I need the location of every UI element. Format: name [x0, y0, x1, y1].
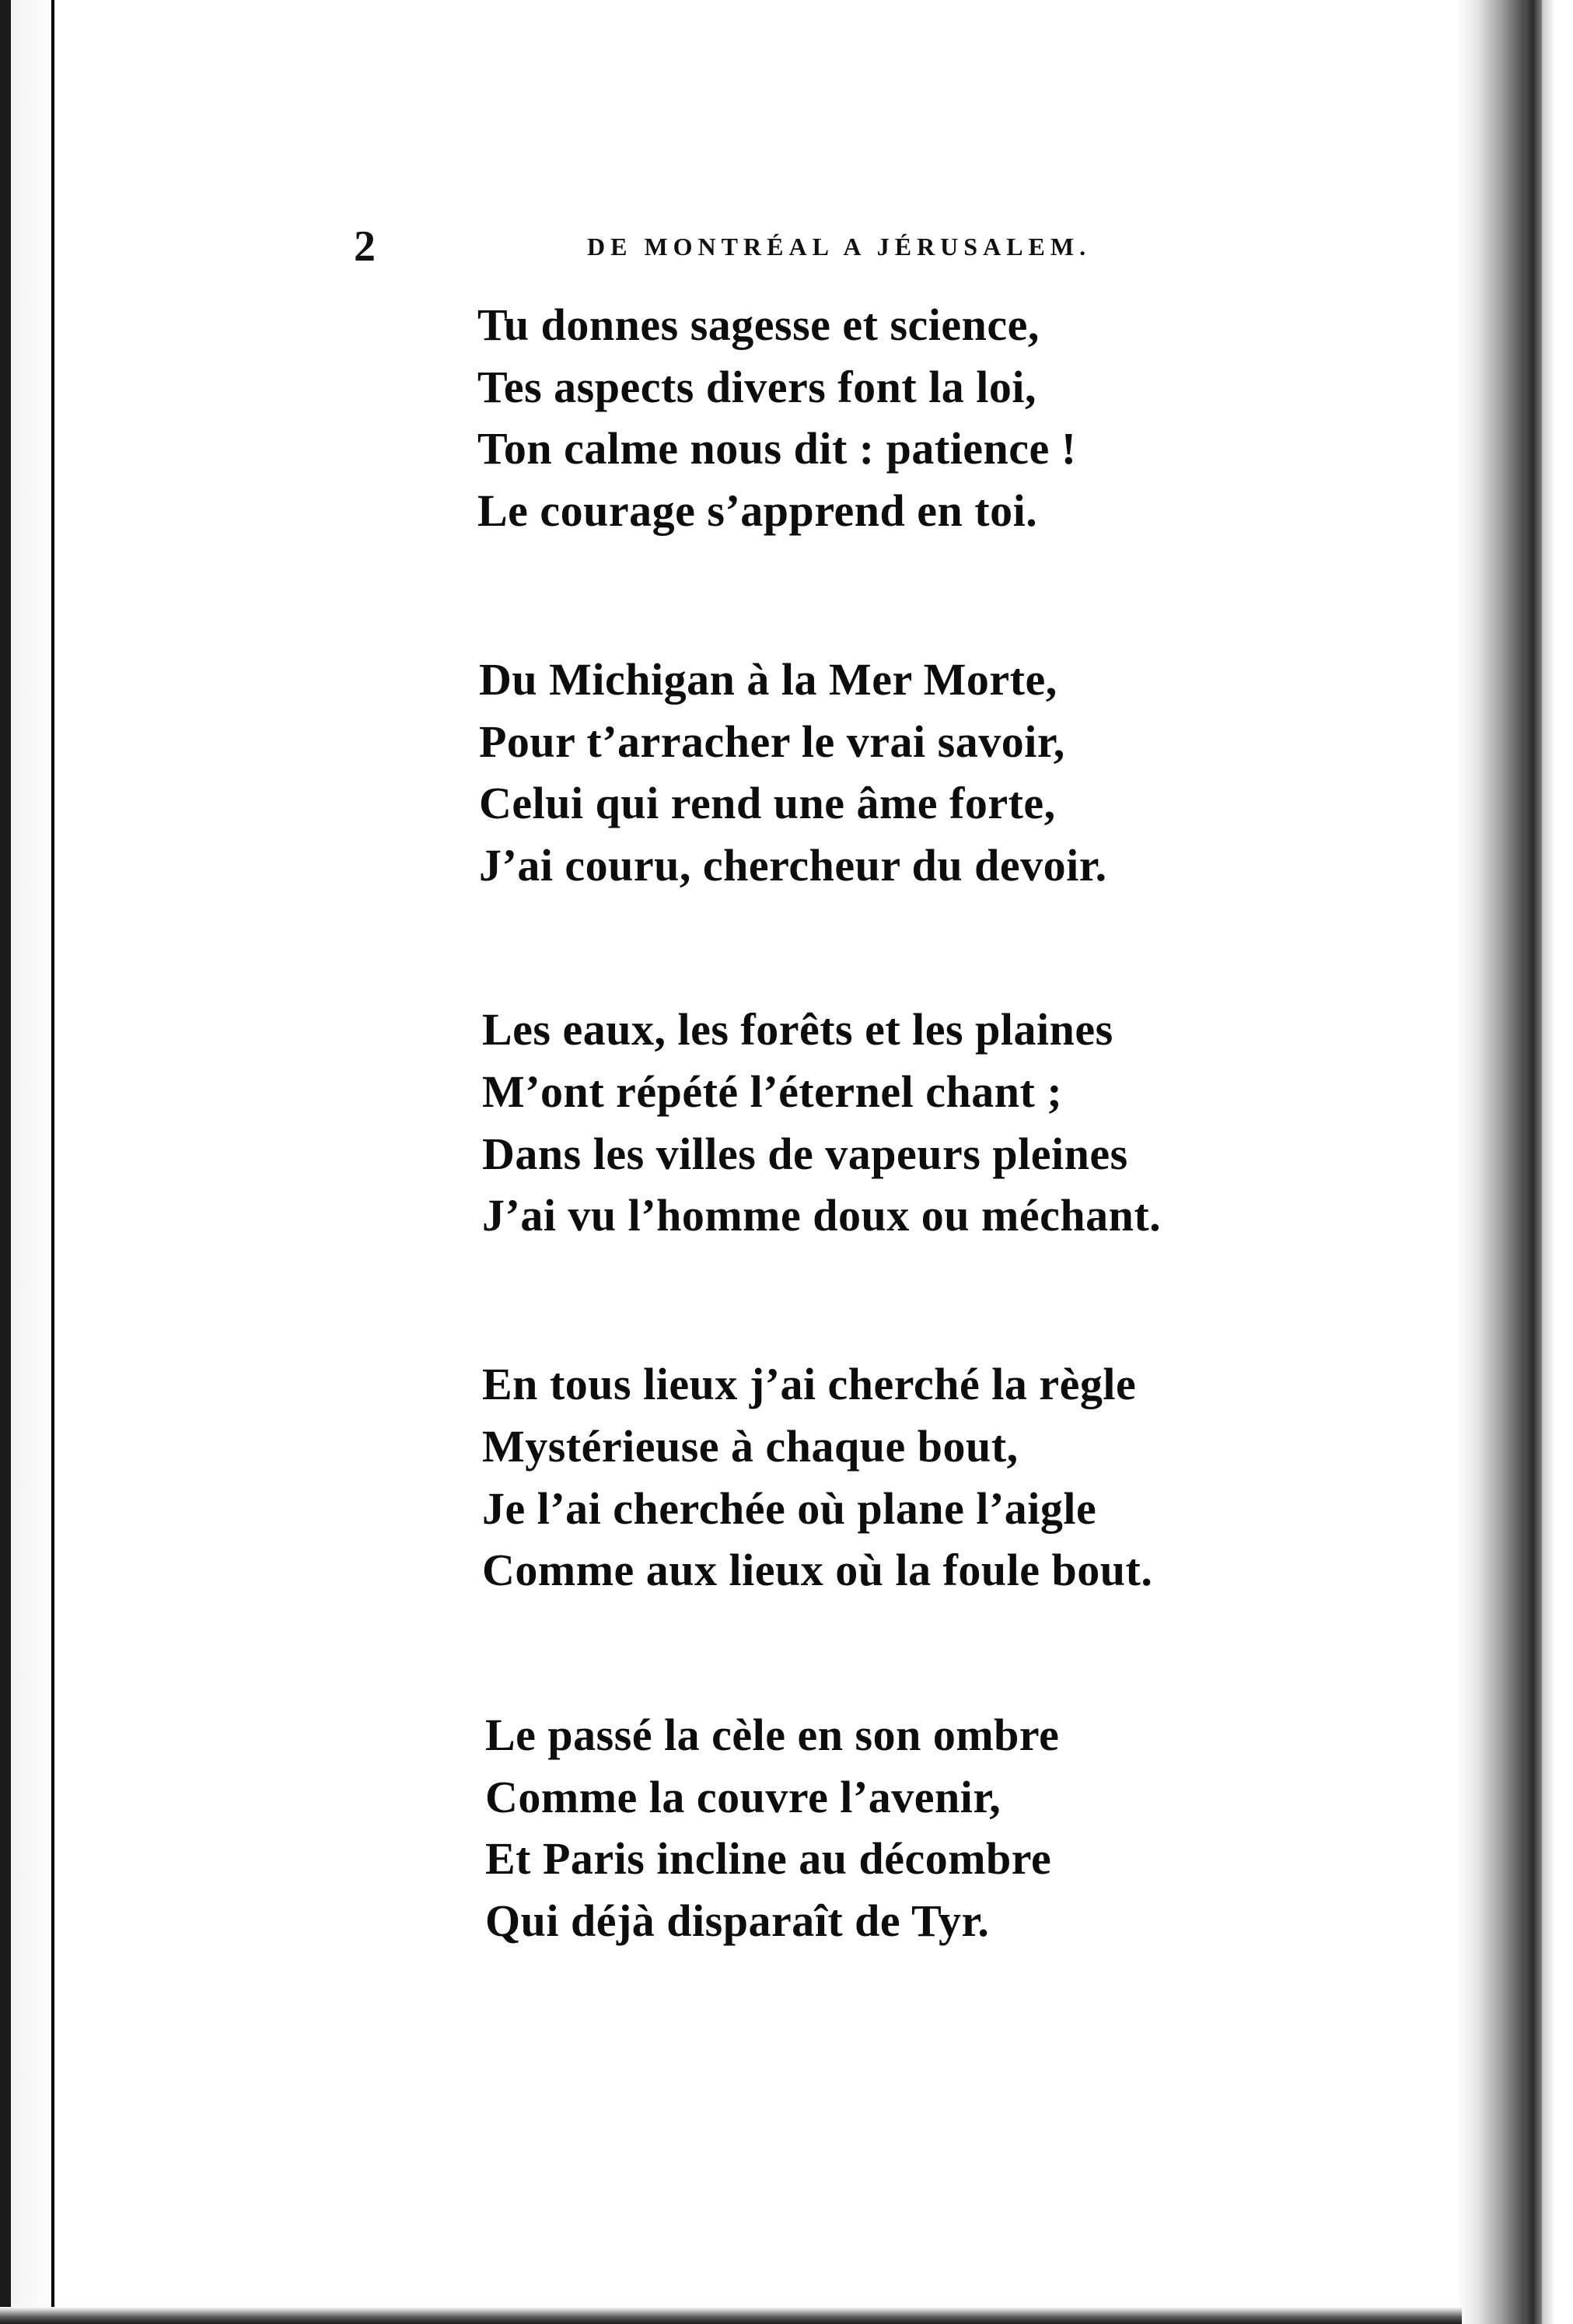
verse-line: M’ont répété l’éternel chant ; — [482, 1066, 1063, 1117]
verse-line: En tous lieux j’ai cherché la règle — [482, 1359, 1137, 1409]
verse-line: Je l’ai cherchée où plane l’aigle — [482, 1483, 1097, 1534]
verse-line: Et Paris incline au décombre — [485, 1833, 1052, 1884]
verse-line: J’ai vu l’homme doux ou méchant. — [482, 1190, 1162, 1241]
verse-line: Celui qui rend une âme forte, — [479, 778, 1056, 828]
verse-line: Le passé la cèle en son ombre — [485, 1710, 1060, 1760]
verse-line: Dans les villes de vapeurs pleines — [482, 1129, 1128, 1179]
verse-line: Comme la couvre l’avenir, — [485, 1772, 1001, 1822]
verse-line: Comme aux lieux où la foule bout. — [482, 1545, 1153, 1595]
verse-line: Les eaux, les forêts et les plaines — [482, 1004, 1113, 1055]
running-title: DE MONTRÉAL A JÉRUSALEM. — [587, 233, 1092, 261]
verse-line: Qui déjà disparaît de Tyr. — [485, 1895, 990, 1946]
verse-line: J’ai couru, chercheur du devoir. — [479, 840, 1107, 891]
verse-line: Tu donnes sagesse et science, — [477, 299, 1040, 350]
verse-line: Du Michigan à la Mer Morte, — [479, 654, 1057, 705]
verse-line: Ton calme nous dit : patience ! — [477, 423, 1077, 474]
page-number: 2 — [354, 222, 376, 271]
verse-line: Mystérieuse à chaque bout, — [482, 1421, 1019, 1472]
verse-line: Pour t’arracher le vrai savoir, — [479, 716, 1065, 767]
verse-line: Tes aspects divers font la loi, — [477, 362, 1037, 412]
verse-line: Le courage s’apprend en toi. — [477, 485, 1038, 536]
